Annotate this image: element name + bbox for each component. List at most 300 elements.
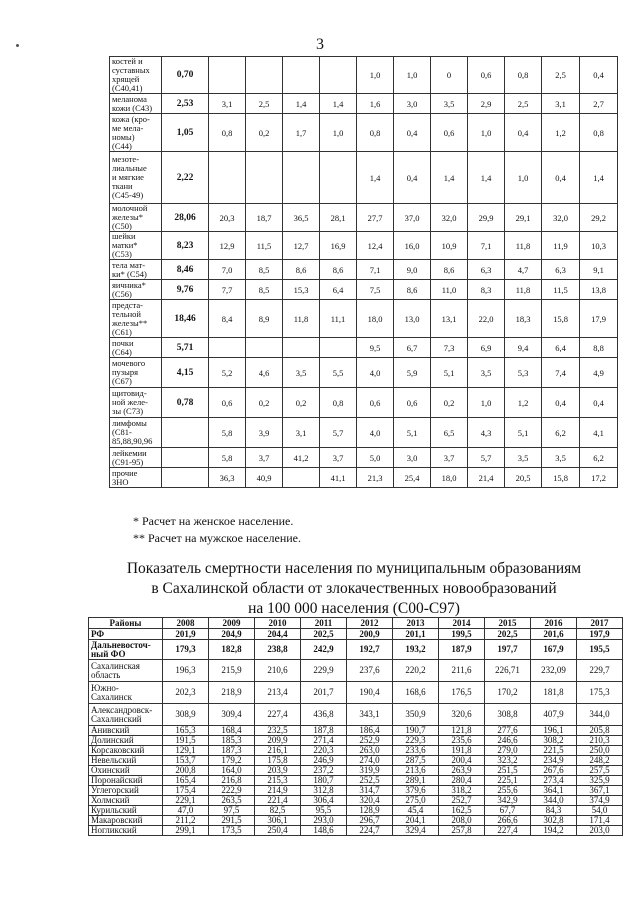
cell-value: 201,6: [531, 629, 577, 640]
table-row: [110, 114, 618, 152]
table-row: [110, 388, 618, 418]
cell-value: 227,4: [255, 704, 301, 726]
row-label: [110, 338, 162, 358]
cell-value: 15,3: [283, 280, 320, 300]
cell-value: 4,7: [505, 260, 542, 280]
label-line: суставных: [112, 65, 150, 75]
cell-value: 0,8: [505, 57, 542, 94]
label-line: Дальневосточ-: [91, 639, 151, 650]
cell-value: 5,8: [209, 418, 246, 448]
table-row: [89, 786, 623, 796]
label-line: зы (С73): [112, 406, 144, 416]
cell-value: 187,3: [209, 746, 255, 756]
cell-value: 0,4: [394, 152, 431, 204]
row-label: [89, 746, 163, 756]
title-line-1: Показатель смертности населения по муниципальным образованиям: [126, 560, 582, 577]
cell-value: 220,2: [393, 660, 439, 682]
cell-value: 2,5: [246, 94, 283, 114]
cell-value: 291,5: [209, 816, 255, 826]
cell-value: 6,4: [320, 280, 357, 300]
cell-value: 318,2: [439, 786, 485, 796]
cell-value: 252,5: [347, 776, 393, 786]
cell-value: 225,1: [485, 776, 531, 786]
cell-value: [283, 338, 320, 358]
cell-value: 199,5: [439, 629, 485, 640]
label-line: тела мат-: [112, 259, 146, 270]
table-row: [89, 640, 623, 660]
table-row: [110, 152, 618, 204]
cell-value: 314,7: [347, 786, 393, 796]
cell-value: 0,4: [580, 388, 618, 418]
cell-value: 5,7: [468, 448, 505, 468]
cell-value: 13,1: [431, 300, 468, 338]
label-line: РФ: [91, 628, 105, 639]
label-line: Углегорский: [91, 785, 139, 795]
label-line: (С40,41): [112, 83, 143, 93]
label-line: (С67): [112, 376, 132, 386]
cell-value: 0,4: [505, 114, 542, 152]
cell-value: 8,5: [246, 260, 283, 280]
title-line-3: на 100 000 населения (С00-С97): [248, 600, 460, 617]
cell-value: 252,7: [439, 796, 485, 806]
cell-value: 0,4: [542, 388, 580, 418]
cell-value: 0,4: [542, 152, 580, 204]
cell-value: 18,3: [505, 300, 542, 338]
label-line: Долинский: [91, 735, 134, 745]
cell-value: 16,9: [320, 232, 357, 260]
cell-value: 237,6: [347, 660, 393, 682]
cell-value: 8,6: [283, 260, 320, 280]
row-label: [110, 114, 162, 152]
cell-value: 175,8: [255, 756, 301, 766]
cell-value: 8,4: [209, 300, 246, 338]
table-row: [89, 796, 623, 806]
cell-value: 232,5: [255, 726, 301, 736]
cell-value: 350,9: [393, 704, 439, 726]
cell-value: 229,7: [577, 660, 623, 682]
cell-value: 205,8: [577, 726, 623, 736]
cell-value: 54,0: [577, 806, 623, 816]
table-row: [89, 766, 623, 776]
cell-value: 191,8: [439, 746, 485, 756]
cell-value: 5,8: [209, 448, 246, 468]
label-line: шейки: [112, 231, 136, 241]
cell-value: 2,5: [542, 57, 580, 94]
label-line: Сахалинск: [91, 691, 132, 702]
cell-value: 3,7: [431, 448, 468, 468]
cell-value: 342,9: [485, 796, 531, 806]
cell-value: 226,71: [485, 660, 531, 682]
cell-value: [320, 338, 357, 358]
label-line: почки: [112, 337, 134, 348]
cell-value: 29,1: [505, 204, 542, 232]
column-header: 2008: [163, 618, 209, 629]
cell-value: 234,9: [531, 756, 577, 766]
cell-value: 4,3: [468, 418, 505, 448]
cell-value: 170,2: [485, 682, 531, 704]
cell-value: 5,1: [431, 358, 468, 388]
cell-value: 210,3: [577, 736, 623, 746]
row-label: [110, 388, 162, 418]
cell-value: 9,4: [505, 338, 542, 358]
label-line: Курильский: [91, 805, 137, 815]
cell-value: 9,1: [580, 260, 618, 280]
label-line: Сахалинская: [91, 660, 140, 671]
cell-value: 224,7: [347, 826, 393, 836]
table-row: [89, 629, 623, 640]
cell-value: 246,9: [301, 756, 347, 766]
cell-value: 1,4: [468, 152, 505, 204]
cell-value: 218,9: [209, 682, 255, 704]
label-line: область: [91, 669, 121, 680]
label-line: кожа (кро-: [112, 113, 150, 124]
cell-value: 41,1: [320, 468, 357, 488]
cell-value: 214,9: [255, 786, 301, 796]
cell-value: 2,5: [505, 94, 542, 114]
cell-value: 121,8: [439, 726, 485, 736]
cell-value: 18,0: [357, 300, 394, 338]
cell-value: 229,1: [163, 796, 209, 806]
cell-value: 1,0: [394, 57, 431, 94]
cell-value: 6,2: [542, 418, 580, 448]
cell-value: 229,9: [301, 660, 347, 682]
cell-value: 1,0: [468, 388, 505, 418]
label-line: мезоте-: [112, 154, 140, 164]
cell-value: 11,8: [505, 280, 542, 300]
cell-value: 312,8: [301, 786, 347, 796]
cell-value: 3,0: [394, 448, 431, 468]
label-line: костей и: [112, 56, 143, 66]
label-line: Александровск-: [91, 704, 153, 715]
cell-value: 4,9: [580, 358, 618, 388]
row-label: [110, 300, 162, 338]
label-line: мочевого: [112, 358, 146, 368]
label-line: ный ФО: [91, 648, 126, 659]
label-line: Ногликский: [91, 825, 137, 835]
cell-value: 67,7: [485, 806, 531, 816]
cell-value: 343,1: [347, 704, 393, 726]
cell-value: 379,6: [393, 786, 439, 796]
cell-value: 11,5: [542, 280, 580, 300]
label-line: лейкемии: [112, 447, 147, 458]
cell-value: 407,9: [531, 704, 577, 726]
cell-value: 29,9: [468, 204, 505, 232]
label-line: Поронайский: [91, 775, 143, 785]
label-line: 85,88,90,96: [112, 436, 153, 446]
cell-value: 175,3: [577, 682, 623, 704]
cell-value: 4,0: [357, 418, 394, 448]
cell-value: 0,6: [209, 388, 246, 418]
cell-value: 21,3: [357, 468, 394, 488]
cell-value: 215,3: [255, 776, 301, 786]
label-line: лимфомы: [112, 418, 147, 428]
cell-value: 237,2: [301, 766, 347, 776]
cell-value: 196,3: [163, 660, 209, 682]
label-line: кожи (С43): [112, 102, 153, 113]
row-label: [89, 766, 163, 776]
cell-value: 277,6: [485, 726, 531, 736]
cell-value: 17,2: [580, 468, 618, 488]
cell-value: 153,7: [163, 756, 209, 766]
cell-value: 5,7: [320, 418, 357, 448]
label-line: (С50): [112, 221, 132, 231]
table-row: [89, 746, 623, 756]
row-label: [89, 704, 163, 726]
cell-value: [209, 57, 246, 94]
footnotes: [133, 513, 301, 547]
cell-value: 13,0: [394, 300, 431, 338]
cell-value: 11,9: [542, 232, 580, 260]
cell-value: 213,4: [255, 682, 301, 704]
cell-value: 235,6: [439, 736, 485, 746]
cell-value: 173,5: [209, 826, 255, 836]
cell-value: 7,3: [431, 338, 468, 358]
cell-value: 8,9: [246, 300, 283, 338]
cell-value: 32,0: [431, 204, 468, 232]
label-line: (С44): [112, 140, 132, 151]
cell-value: 0,6: [357, 388, 394, 418]
row-total: 2,22: [162, 152, 209, 204]
cell-value: 11,8: [505, 232, 542, 260]
row-label: [89, 726, 163, 736]
cell-value: 209,9: [255, 736, 301, 746]
cell-value: 0: [431, 57, 468, 94]
cell-value: 248,2: [577, 756, 623, 766]
label-line: Холмский: [91, 795, 130, 805]
cell-value: 208,0: [439, 816, 485, 826]
table-row: [110, 260, 618, 280]
cell-value: 216,1: [255, 746, 301, 756]
cell-value: 187,8: [301, 726, 347, 736]
label-line: хрящей: [112, 74, 140, 84]
label-line: матки*: [112, 240, 138, 250]
row-label: [89, 640, 163, 660]
cell-value: 18,7: [246, 204, 283, 232]
cell-value: 308,8: [485, 704, 531, 726]
cell-value: 279,0: [485, 746, 531, 756]
column-header: 2015: [485, 618, 531, 629]
row-label: [89, 629, 163, 640]
cell-value: 201,1: [393, 629, 439, 640]
cell-value: 251,5: [485, 766, 531, 776]
label-line: (С45-49): [112, 190, 144, 200]
cell-value: 213,6: [393, 766, 439, 776]
table-row: [89, 660, 623, 682]
label-line: (С61): [112, 326, 132, 337]
cell-value: 222,9: [209, 786, 255, 796]
cell-value: 6,3: [542, 260, 580, 280]
cell-value: 202,3: [163, 682, 209, 704]
table-row: [110, 468, 618, 488]
table-row: [110, 300, 618, 338]
cell-value: 5,9: [394, 358, 431, 388]
cell-value: 18,0: [431, 468, 468, 488]
cell-value: 308,9: [163, 704, 209, 726]
cell-value: 5,3: [505, 358, 542, 388]
cell-value: 7,7: [209, 280, 246, 300]
cell-value: 186,4: [347, 726, 393, 736]
cell-value: 210,6: [255, 660, 301, 682]
cell-value: 25,4: [394, 468, 431, 488]
cell-value: 1,4: [431, 152, 468, 204]
cell-value: 306,4: [301, 796, 347, 806]
label-line: (С64): [112, 346, 132, 357]
label-line: Сахалинский: [91, 713, 142, 724]
table-row: [89, 816, 623, 826]
cell-value: 274,0: [347, 756, 393, 766]
cell-value: 8,5: [246, 280, 283, 300]
cell-value: 1,0: [320, 114, 357, 152]
cell-value: 263,9: [439, 766, 485, 776]
cell-value: 7,5: [357, 280, 394, 300]
label-line: (С53): [112, 249, 132, 259]
cell-value: 37,0: [394, 204, 431, 232]
cell-value: 84,3: [531, 806, 577, 816]
label-line: и мягкие: [112, 172, 144, 182]
cell-value: 82,5: [255, 806, 301, 816]
cell-value: 3,5: [468, 358, 505, 388]
cell-value: 9,5: [357, 338, 394, 358]
cell-value: 179,3: [163, 640, 209, 660]
row-label: [110, 468, 162, 488]
cell-value: 196,1: [531, 726, 577, 736]
cell-value: 309,4: [209, 704, 255, 726]
cell-value: 12,9: [209, 232, 246, 260]
cell-value: 5,1: [394, 418, 431, 448]
cell-value: 20,5: [505, 468, 542, 488]
cell-value: 16,0: [394, 232, 431, 260]
cell-value: 190,7: [393, 726, 439, 736]
cell-value: 5,1: [505, 418, 542, 448]
cell-value: 36,3: [209, 468, 246, 488]
cell-value: 27,7: [357, 204, 394, 232]
table-row: [89, 704, 623, 726]
label-line: ткани: [112, 181, 133, 191]
label-line: прочие: [112, 467, 138, 478]
cell-value: 1,6: [357, 94, 394, 114]
cell-value: 3,1: [542, 94, 580, 114]
table-row: [89, 756, 623, 766]
row-total: 0,78: [162, 388, 209, 418]
cell-value: 201,7: [301, 682, 347, 704]
cell-value: 6,7: [394, 338, 431, 358]
cell-value: 176,5: [439, 682, 485, 704]
cell-value: 22,0: [468, 300, 505, 338]
cell-value: 182,8: [209, 640, 255, 660]
cell-value: 293,0: [301, 816, 347, 826]
column-header: Районы: [89, 618, 163, 629]
row-label: [89, 736, 163, 746]
column-header: 2012: [347, 618, 393, 629]
cell-value: 197,9: [577, 629, 623, 640]
cell-value: 8,8: [580, 338, 618, 358]
cell-value: 2,7: [580, 94, 618, 114]
row-label: [110, 232, 162, 260]
footnote-male: ** Расчет на мужское население.: [133, 531, 301, 545]
cell-value: 195,5: [577, 640, 623, 660]
cell-value: [283, 152, 320, 204]
label-line: ЗНО: [112, 476, 129, 487]
row-total: 28,06: [162, 204, 209, 232]
cell-value: 165,4: [163, 776, 209, 786]
table-row: [110, 338, 618, 358]
cell-value: 179,2: [209, 756, 255, 766]
cell-value: 374,9: [577, 796, 623, 806]
cell-value: 1,4: [357, 152, 394, 204]
cell-value: 0,8: [580, 114, 618, 152]
table-row: [110, 448, 618, 468]
municipal-mortality-table: [88, 617, 623, 836]
cell-value: 3,7: [246, 448, 283, 468]
table-row: [89, 776, 623, 786]
table-row: [110, 418, 618, 448]
cell-value: 193,2: [393, 640, 439, 660]
cell-value: 273,4: [531, 776, 577, 786]
cell-value: 11,0: [431, 280, 468, 300]
row-total: [162, 468, 209, 488]
cell-value: 3,5: [283, 358, 320, 388]
label-line: лиальные: [112, 163, 147, 173]
cell-value: 21,4: [468, 468, 505, 488]
cell-value: 211,6: [439, 660, 485, 682]
cell-value: 271,4: [301, 736, 347, 746]
cell-value: 299,1: [163, 826, 209, 836]
cell-value: [209, 152, 246, 204]
cell-value: 47,0: [163, 806, 209, 816]
column-header: 2009: [209, 618, 255, 629]
cell-value: 252,9: [347, 736, 393, 746]
cell-value: 233,6: [393, 746, 439, 756]
cell-value: 197,7: [485, 640, 531, 660]
cell-value: 280,4: [439, 776, 485, 786]
cell-value: 4,0: [357, 358, 394, 388]
cell-value: 3,1: [209, 94, 246, 114]
cell-value: 202,5: [301, 629, 347, 640]
cell-value: 4,1: [580, 418, 618, 448]
cell-value: 0,2: [431, 388, 468, 418]
cell-value: 162,5: [439, 806, 485, 816]
cell-value: 200,4: [439, 756, 485, 766]
cell-value: 8,6: [320, 260, 357, 280]
cell-value: 28,1: [320, 204, 357, 232]
cell-value: [283, 57, 320, 94]
cell-value: 15,8: [542, 468, 580, 488]
cell-value: 29,2: [580, 204, 618, 232]
cell-value: 192,7: [347, 640, 393, 660]
cell-value: 8,3: [468, 280, 505, 300]
cell-value: 8,6: [431, 260, 468, 280]
cell-value: 0,2: [246, 388, 283, 418]
cell-value: [246, 57, 283, 94]
label-line: железы*: [112, 212, 143, 222]
cell-value: 45,4: [393, 806, 439, 816]
row-label: [89, 776, 163, 786]
cell-value: 308,2: [531, 736, 577, 746]
cell-value: 242,9: [301, 640, 347, 660]
row-label: [110, 204, 162, 232]
cell-value: 168,4: [209, 726, 255, 736]
row-total: 8,46: [162, 260, 209, 280]
cell-value: 287,5: [393, 756, 439, 766]
label-line: ме мела-: [112, 122, 144, 133]
cell-value: 0,8: [209, 114, 246, 152]
cell-value: 171,4: [577, 816, 623, 826]
cell-value: 8,6: [394, 280, 431, 300]
row-label: [89, 660, 163, 682]
cell-value: 306,1: [255, 816, 301, 826]
label-line: молочной: [112, 203, 148, 213]
cell-value: 9,0: [394, 260, 431, 280]
